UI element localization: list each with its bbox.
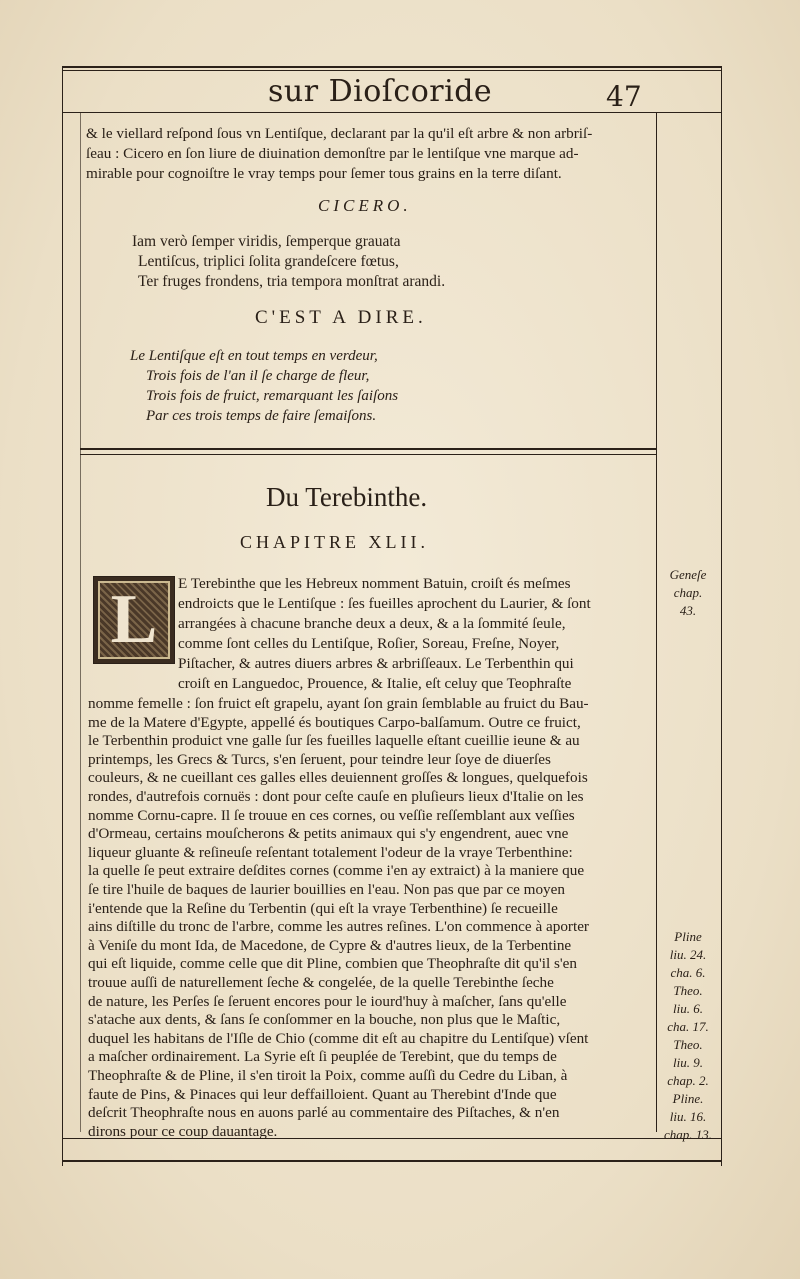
margin-note-line: chap. 2. bbox=[667, 1073, 709, 1088]
right-frame-rule bbox=[721, 66, 722, 1166]
margin-note-line: liu. 16. bbox=[669, 1109, 707, 1124]
margin-note-line: 43. bbox=[679, 603, 697, 618]
body-line: nomme Cornu-capre. Il ſe trouue en ces cornes, ou veſſie reſſemblant aux veſſies bbox=[88, 806, 575, 824]
body-line: qui eſt liquide, comme celle que dit Pline, combien que Theophraſte dit qu'il s'en bbox=[88, 955, 577, 973]
body-line: endroicts que le Lentiſque : ſes fueilles aprochent du Laurier, & ſont bbox=[178, 595, 591, 612]
text-column-left-rule bbox=[80, 112, 81, 1132]
cest-a-dire-heading: C'EST A DIRE. bbox=[255, 307, 427, 328]
body-line: E Terebinthe que les Hebreux nomment Batuin, croiſt és meſmes bbox=[178, 575, 571, 592]
body-line: s'atache aux dents, & ſans ſe conſommer en la bouche, non plus que le Maſtic, bbox=[88, 1011, 561, 1029]
page-number: 47 bbox=[606, 80, 642, 113]
body-line: comme ſont celles du Lentiſque, Roſier, Soreau, Freſne, Noyer, bbox=[178, 635, 560, 652]
body-line: rondes, d'autrefois cornuës : dont pour ceſte cauſe en pluſieurs lieux d'Italie on les bbox=[88, 788, 584, 805]
body-line: duquel les habitans de l'Iſle de Chio (comme dit eſt au chapitre du Lentiſque) vſent bbox=[88, 1029, 589, 1047]
section-divider-rule bbox=[80, 448, 656, 450]
body-line: croiſt en Languedoc, Prouence, & Italie, eſt celuy que Teophraſte bbox=[178, 675, 572, 692]
body-line: d'Ormeau, certains mouſcherons & petits animaux qui s'y engendrent, auec vne bbox=[88, 825, 569, 843]
french-verse-line: Par ces trois temps de faire ſemaiſons. bbox=[146, 408, 377, 424]
bottom-double-rule bbox=[62, 1160, 722, 1162]
latin-verse-line: Iam verò ſemper viridis, ſemperque grauata bbox=[132, 233, 401, 250]
top-line: & le viellard reſpond ſous vn Lentiſque, declarant par la qu'il eſt arbre & non arbriſ- bbox=[86, 125, 593, 142]
margin-note-line: Theo. bbox=[673, 983, 703, 998]
top-line: ſeau : Cicero en ſon liure de diuination demonſtre par le lentiſque vne marque ad- bbox=[86, 145, 579, 162]
body-line: liqueur gluante & reſineuſe reſentant totalement l'odeur de la vraye Terbenthine: bbox=[88, 843, 573, 861]
chapter-heading: CHAPITRE XLII. bbox=[240, 532, 429, 552]
body-line: la quelle ſe peut extraire deſdites cornes (comme i'en ay extraict) à la maniere que bbox=[88, 862, 585, 880]
latin-verse-line: Lentiſcus, triplici ſolita grandeſcere fœtus, bbox=[138, 253, 399, 270]
body-line: couleurs, & ne cueillant ces galles elles deuiennent groſſes & longues, quelquefois bbox=[88, 769, 588, 787]
body-line: a maſcher ordinairement. La Syrie eſt ſi peuplée de Terebint, que du temps de bbox=[88, 1048, 557, 1066]
body-line: i'entende que la Reſine du Terbentin (qui eſt la vraye Terbenthine) ſe recueille bbox=[88, 899, 558, 917]
body-line: nomme femelle : ſon fruict eſt grapelu, ayant ſon grain ſemblable au fruict du Bau- bbox=[88, 695, 589, 712]
french-verse-line: Trois fois de l'an il ſe charge de fleur, bbox=[146, 368, 370, 384]
margin-note-line: chap. bbox=[673, 585, 703, 600]
body-line: printemps, les Grecs & Turcs, s'en ſeruent, pour teindre leur ſoye de diuerſes bbox=[88, 750, 551, 768]
section-title: Du Terebinthe. bbox=[266, 482, 428, 512]
drop-cap-letter: L bbox=[110, 581, 158, 658]
margin-note-genese bbox=[660, 566, 716, 620]
body-line: deſcrit Theophraſte nous en auons parlé au commentaire des Piſtaches, & n'en bbox=[88, 1104, 560, 1122]
margin-note-line: liu. 9. bbox=[673, 1055, 703, 1070]
margin-note-line: Pline bbox=[674, 929, 702, 944]
margin-note-line: Geneſe bbox=[669, 567, 707, 582]
body-line: ains diſtille du tronc de l'arbre, comme les autres reſines. L'on commence à aporter bbox=[88, 918, 589, 936]
ornamental-drop-cap bbox=[93, 576, 175, 664]
section-divider-rule-2 bbox=[80, 454, 656, 455]
margin-note-line: Theo. bbox=[673, 1037, 703, 1052]
running-head: sur Dioſcoride bbox=[268, 74, 493, 109]
body-line: me de la Matere d'Egypte, appellé és boutiques Carpo-balſamum. Outre ce fruict, bbox=[88, 713, 581, 731]
latin-verse-line: Ter fruges frondens, tria tempora monſtrat arandi. bbox=[138, 273, 446, 290]
cicero-heading: CICERO. bbox=[318, 196, 412, 215]
body-line: le Terbenthin produict vne galle ſur ſes fueilles laquelle eſtant cueillie ieune & au bbox=[88, 732, 580, 750]
margin-note-sources bbox=[660, 928, 716, 1144]
left-frame-rule bbox=[62, 66, 63, 1166]
top-double-rule bbox=[62, 66, 722, 68]
body-line: dirons pour ce coup dauantage. bbox=[88, 1122, 278, 1140]
margin-note-line: chap. 13. bbox=[663, 1127, 713, 1142]
body-line: trouue auſſi de naturellement ſeche & congelée, de la quelle Terebinthe ſeche bbox=[88, 974, 554, 991]
french-verse-line: Le Lentiſque eſt en tout temps en verdeur, bbox=[130, 348, 378, 364]
margin-note-line: cha. 17. bbox=[667, 1019, 709, 1034]
body-line: Theophraſte & de Pline, il s'en tiroit la Poix, comme auſſi du Cedre du Liban, à bbox=[88, 1067, 568, 1084]
body-line: de nature, les Perſes ſe ſeruent encores pour le iourd'huy à maſcher, ſans qu'elle bbox=[88, 992, 567, 1010]
body-line: faute de Pins, & Pinaces qui leur deffailloient. Quant au Therebint d'Inde que bbox=[88, 1085, 557, 1103]
body-line: à Veniſe du mont Ida, de Macedone, de Cypre & d'autres lieux, de la Terbentine bbox=[88, 936, 572, 954]
body-line: arrangées à chacune branche deux a deux, & a la ſommité ſeule, bbox=[178, 615, 566, 632]
margin-note-line: Pline. bbox=[672, 1091, 704, 1106]
margin-note-line: liu. 24. bbox=[669, 947, 707, 962]
top-line: mirable pour cognoiſtre le vray temps pour ſemer tous grains en la terre diſant. bbox=[86, 165, 562, 182]
french-verse-line: Trois fois de fruict, remarquant les ſaiſons bbox=[146, 388, 399, 404]
top-rule-inner bbox=[62, 70, 722, 71]
body-line: Piſtacher, & autres diuers arbres & arbriſſeaux. Le Terbenthin qui bbox=[178, 655, 574, 672]
margin-note-line: cha. 6. bbox=[670, 965, 706, 980]
margin-note-line: liu. 6. bbox=[673, 1001, 703, 1016]
text-column-right-rule bbox=[656, 112, 657, 1132]
body-line: ſe tire l'huile de baques de laurier bouillies en l'eau. Non pas que par ce moyen bbox=[88, 881, 565, 898]
